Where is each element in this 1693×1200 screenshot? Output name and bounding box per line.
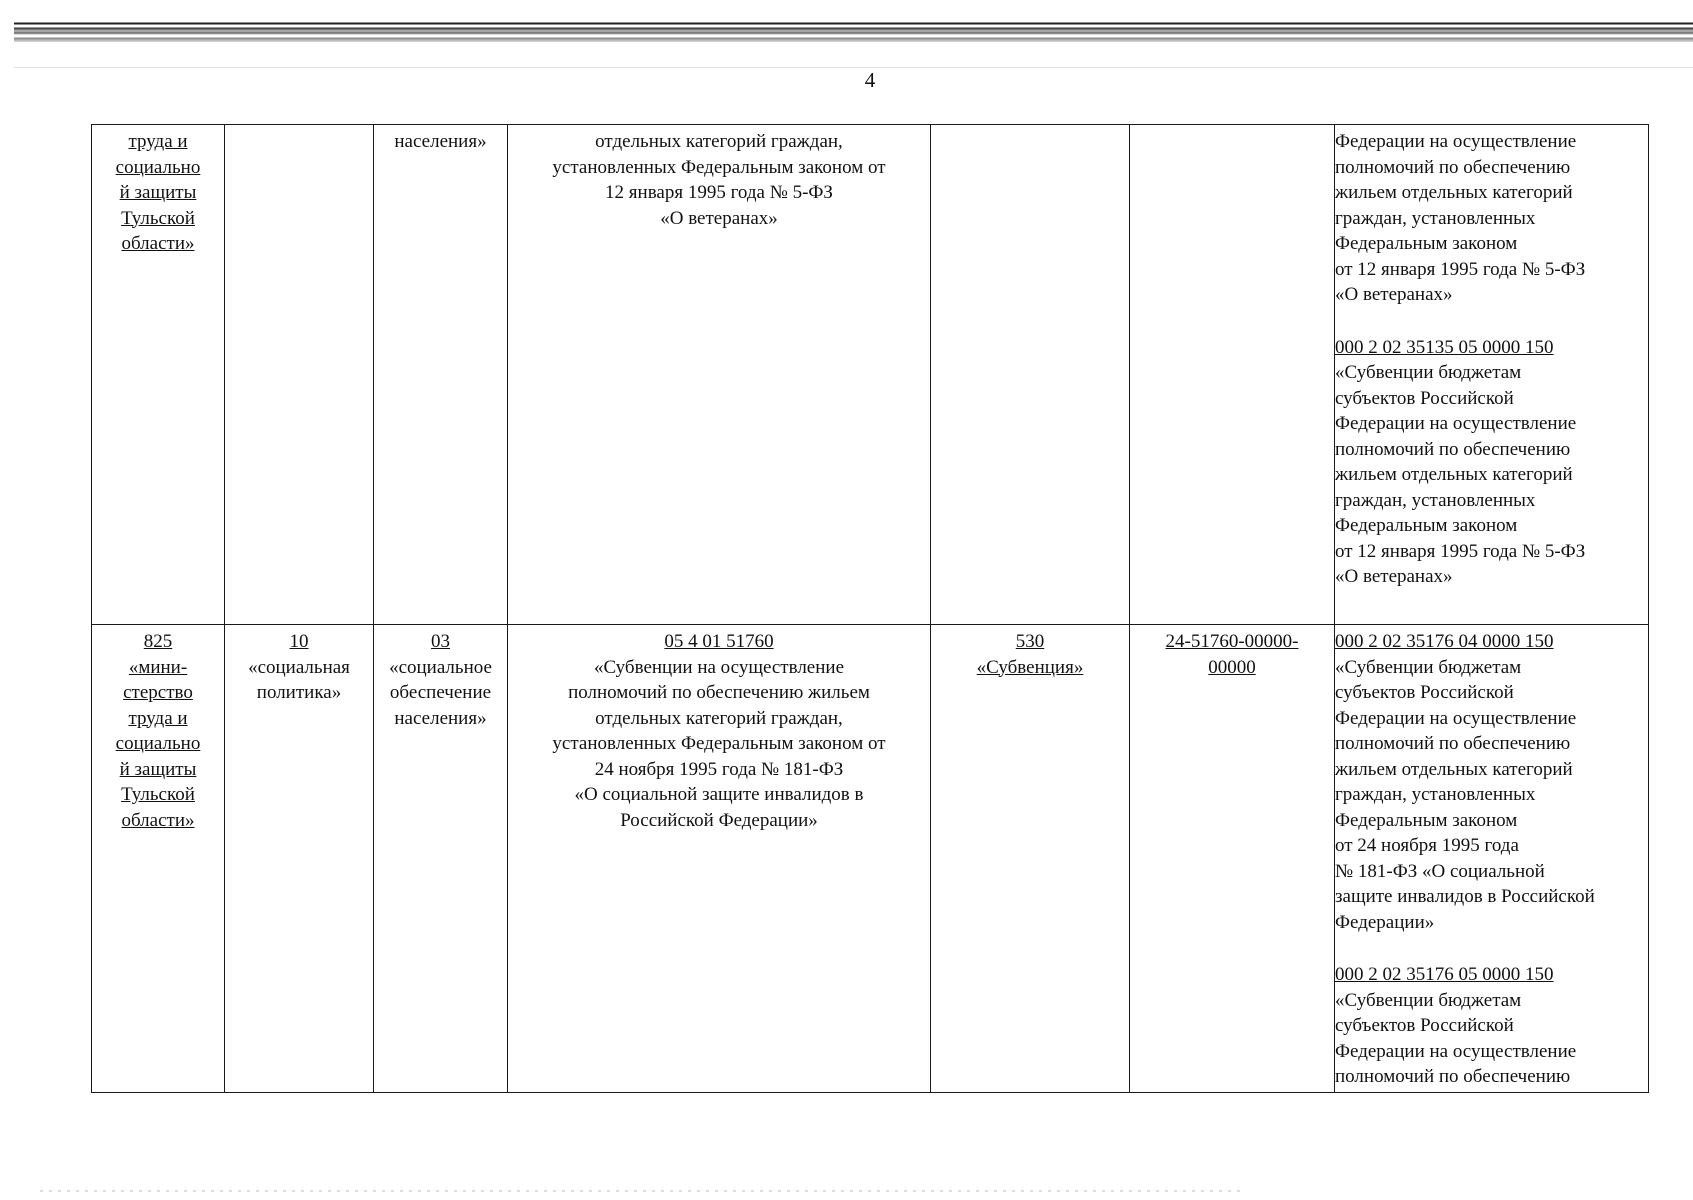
text-line: субъектов Российской bbox=[1335, 387, 1514, 409]
text-line: Федеральным законом bbox=[1335, 809, 1518, 831]
section-code: 10 bbox=[289, 631, 309, 652]
text-line: полномочий по обеспечению жильем bbox=[568, 682, 870, 703]
text-line: й защиты bbox=[119, 758, 197, 780]
cell-ministry bbox=[92, 125, 225, 625]
text-line: Тульской bbox=[121, 784, 195, 805]
scan-faint-line bbox=[14, 67, 1693, 68]
text-line: полномочий по обеспечению bbox=[1335, 733, 1571, 754]
text-line: «социальное bbox=[389, 656, 492, 678]
text-line: 00000 bbox=[1208, 656, 1256, 678]
text-line: «социальная bbox=[248, 656, 350, 678]
text-line: Федерации на осуществление bbox=[1335, 131, 1577, 152]
text-line: «О ветеранах» bbox=[1335, 284, 1453, 305]
text-line: «Субвенции бюджетам bbox=[1335, 656, 1522, 678]
text-line: Федеральным законом bbox=[1335, 515, 1518, 536]
text-line: «О социальной защите инвалидов в bbox=[574, 784, 864, 805]
cell-revenue-code bbox=[1335, 625, 1649, 1093]
revenue-code: 000 2 02 35176 04 0000 150 bbox=[1335, 631, 1554, 652]
cell-subsection bbox=[374, 625, 508, 1093]
scan-header-lines bbox=[14, 20, 1693, 42]
cell-section bbox=[225, 625, 374, 1093]
text-line: от 12 января 1995 года № 5-ФЗ bbox=[1335, 540, 1586, 562]
text-line: социально bbox=[115, 156, 201, 178]
text-line: № 181-ФЗ «О социальной bbox=[1335, 860, 1545, 882]
text-line: защите инвалидов в Российской bbox=[1335, 886, 1595, 907]
text-line: Федерации на осуществление bbox=[1335, 1040, 1577, 1062]
text-line: установленных Федеральным законом от bbox=[552, 156, 886, 178]
text-line: Федеральным законом bbox=[1335, 233, 1518, 254]
target-article-code: 05 4 01 51760 bbox=[664, 631, 774, 652]
cell-expense-type bbox=[931, 125, 1130, 625]
expense-type-code: 530 bbox=[1015, 631, 1045, 652]
text-line: Федерации» bbox=[1335, 911, 1435, 933]
cell-target-code bbox=[1130, 125, 1335, 625]
cell-revenue-code bbox=[1335, 125, 1649, 625]
text-line: области» bbox=[121, 809, 195, 831]
cell-target-code bbox=[1130, 625, 1335, 1093]
text-line: труда и bbox=[128, 131, 188, 152]
cell-expense-type bbox=[931, 625, 1130, 1093]
scan-bottom-noise bbox=[40, 1190, 1240, 1192]
cell-section bbox=[225, 125, 374, 625]
text-line: обеспечение bbox=[389, 682, 492, 703]
text-line: «Субвенция» bbox=[976, 656, 1084, 678]
text-line: граждан, установленных bbox=[1335, 489, 1536, 511]
block-gap bbox=[1335, 935, 1647, 962]
text-line: населения» bbox=[394, 131, 487, 152]
text-line: субъектов Российской bbox=[1335, 1015, 1514, 1036]
text-line: субъектов Российской bbox=[1335, 682, 1514, 703]
text-line: й защиты bbox=[119, 182, 197, 203]
text-line: от 12 января 1995 года № 5-ФЗ bbox=[1335, 258, 1586, 280]
text-line: отдельных категорий граждан, bbox=[595, 131, 843, 152]
text-line: Тульской bbox=[121, 207, 195, 229]
text-line: жильем отдельных категорий bbox=[1335, 758, 1573, 780]
revenue-code: 000 2 02 35176 05 0000 150 bbox=[1335, 964, 1554, 985]
revenue-code: 000 2 02 35135 05 0000 150 bbox=[1335, 336, 1554, 358]
budget-classification-table bbox=[91, 124, 1649, 1093]
cell-subsection bbox=[374, 125, 508, 625]
cell-target-article bbox=[508, 125, 931, 625]
text-line: 12 января 1995 года № 5-ФЗ bbox=[605, 182, 833, 203]
text-line: граждан, установленных bbox=[1335, 784, 1536, 805]
subsection-code: 03 bbox=[431, 631, 450, 652]
text-line: жильем отдельных категорий bbox=[1335, 464, 1573, 485]
text-line: политика» bbox=[256, 682, 342, 703]
text-line: «Субвенции бюджетам bbox=[1335, 362, 1522, 383]
text-line: граждан, установленных bbox=[1335, 207, 1536, 229]
text-line: отдельных категорий граждан, bbox=[595, 707, 843, 729]
table-row-2 bbox=[92, 625, 1649, 1093]
text-line: труда и bbox=[128, 707, 188, 729]
text-line: «Субвенции на осуществление bbox=[593, 656, 844, 678]
page-number: 4 bbox=[864, 68, 876, 92]
text-line: «Субвенции бюджетам bbox=[1335, 989, 1522, 1011]
text-line: «О ветеранах» bbox=[660, 207, 778, 229]
text-line: установленных Федеральным законом от bbox=[552, 733, 886, 754]
text-line: от 24 ноября 1995 года bbox=[1335, 835, 1519, 856]
text-line: Федерации на осуществление bbox=[1335, 707, 1577, 729]
table-row-1 bbox=[92, 125, 1649, 625]
text-line: стерство bbox=[123, 682, 193, 703]
text-line: Федерации на осуществление bbox=[1335, 413, 1577, 434]
text-line: «мини- bbox=[128, 656, 188, 678]
block-gap bbox=[1335, 308, 1647, 335]
cell-ministry bbox=[92, 625, 225, 1093]
text-line: полномочий по обеспечению bbox=[1335, 1066, 1571, 1087]
text-line: 24 ноября 1995 года № 181-ФЗ bbox=[594, 758, 844, 780]
text-line: социально bbox=[115, 733, 201, 754]
text-line: населения» bbox=[394, 707, 487, 729]
text-line: 825 bbox=[143, 631, 173, 652]
text-line: «О ветеранах» bbox=[1335, 566, 1453, 587]
text-line: 24-51760-00000- bbox=[1165, 631, 1299, 652]
text-line: полномочий по обеспечению bbox=[1335, 438, 1571, 460]
text-line: Российской Федерации» bbox=[620, 809, 818, 831]
text-line: полномочий по обеспечению bbox=[1335, 156, 1571, 178]
text-line: жильем отдельных категорий bbox=[1335, 182, 1573, 203]
text-line: области» bbox=[121, 233, 195, 254]
cell-target-article bbox=[508, 625, 931, 1093]
